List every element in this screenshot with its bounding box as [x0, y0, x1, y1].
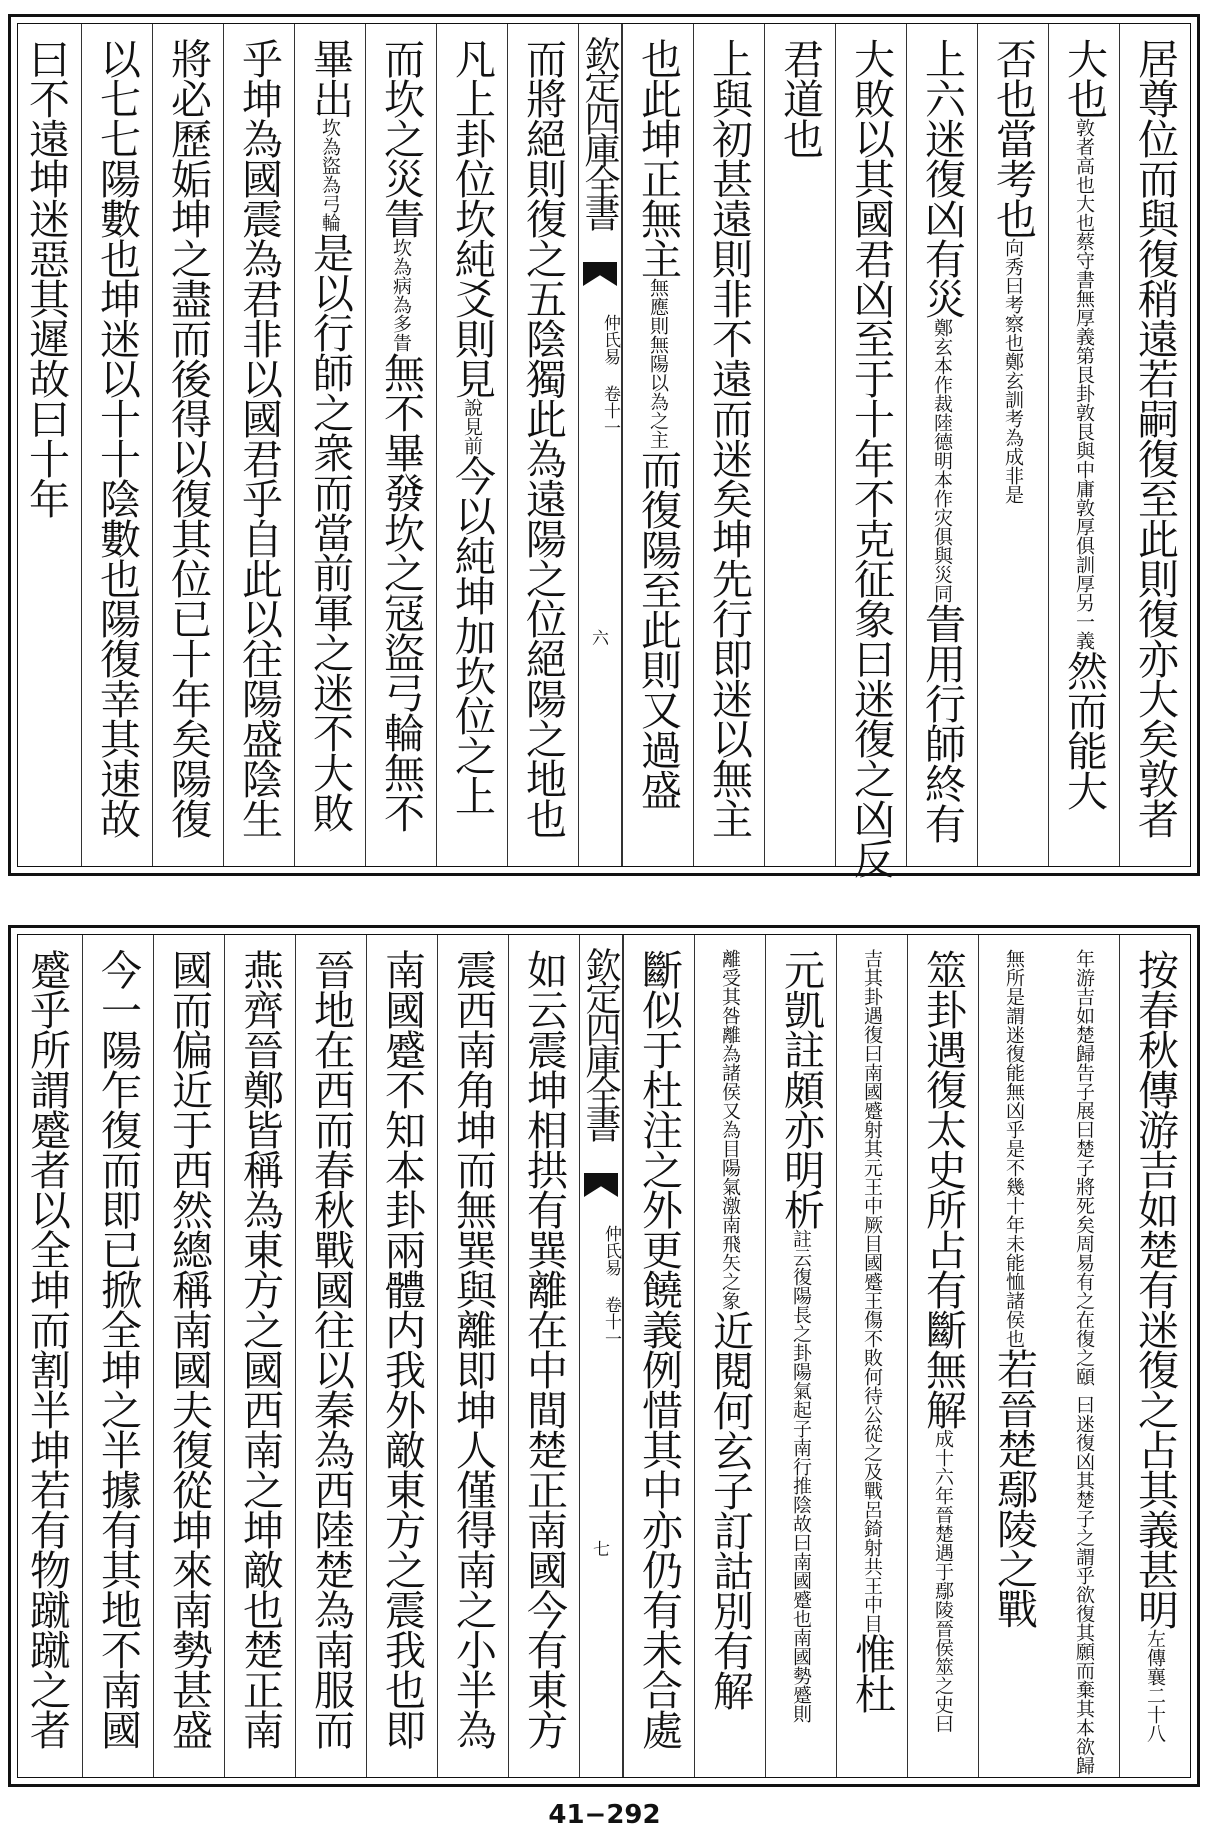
- text-column: [622, 24, 693, 866]
- folio-number: 六: [588, 629, 608, 646]
- main-text-continued: 若晉楚鄢陵之戰: [990, 1348, 1038, 1628]
- text-column: [294, 24, 365, 866]
- annotation-text: 成十六年晉楚遇于鄢陵晉侯筮之史曰: [932, 1429, 954, 1733]
- main-text: 南國蹙不知本卦兩體内我外敵東方之震我也即: [378, 949, 426, 1749]
- center-fold: [579, 935, 623, 1777]
- main-text: 凡上卦位坎純爻則見: [448, 38, 496, 398]
- main-text-continued: 近閱何玄子訂詁別有解: [706, 1310, 754, 1710]
- page-number: 41−292: [548, 1800, 661, 1830]
- text-column: [436, 24, 507, 866]
- main-text: 上六迷復凶有災: [918, 38, 966, 318]
- bottom-page-columns: [17, 934, 1191, 1778]
- text-column: [153, 935, 224, 1777]
- text-column: [1119, 24, 1190, 866]
- text-column: [507, 24, 578, 866]
- text-column: [1048, 24, 1119, 866]
- main-text: 大也: [1060, 38, 1108, 118]
- main-text-continued: 今以純坤加坎位之上: [448, 455, 496, 815]
- main-text: 而坎之災眚: [377, 38, 425, 238]
- text-column: [152, 24, 223, 866]
- top-page-columns: [17, 23, 1191, 878]
- main-text-continued: 然而能大: [1060, 650, 1108, 810]
- main-text: 也此坤正無主: [634, 38, 682, 278]
- main-text: 上與初甚遠則非不遠而迷矣坤先行即迷以無主: [705, 38, 753, 838]
- annotation-text: 坎為病為多眚: [390, 238, 412, 352]
- text-column: [765, 935, 836, 1777]
- top-page: [8, 14, 1200, 876]
- main-text: 否也當考也: [989, 38, 1037, 238]
- main-text: 居尊位而與復稍遠若嗣復至此則復亦大矣敦者: [1131, 38, 1179, 838]
- annotation-text: 說見前: [461, 398, 483, 455]
- text-column: [11, 24, 81, 866]
- collection-title: 欽定四庫全書: [580, 947, 621, 1139]
- text-column: [437, 935, 508, 1777]
- text-column: [1119, 935, 1190, 1777]
- main-text: 斷似于杜注之外更饒義例惜其中亦仍有未合處: [635, 949, 683, 1749]
- text-column: [693, 24, 764, 866]
- annotation-text: 鄭玄本作裁陸德明本作灾俱與災同: [931, 318, 953, 603]
- text-column: [508, 935, 579, 1777]
- fishtail-marker: [583, 262, 617, 286]
- annotation-text: 敦者高也大也蔡守書無厚義第艮卦敦艮與中庸敦厚俱訓厚另一義: [1073, 118, 1095, 650]
- text-column: [977, 24, 1048, 866]
- main-text-continued: 眚用行師終有: [918, 603, 966, 843]
- annotation-text: 離受其咎離為諸侯又為目陽氣激南飛矢之象: [719, 949, 741, 1310]
- text-column: [224, 935, 295, 1777]
- annotation-text: 吉其卦遇復曰南國蹙射其元王中厥目國蹙王傷不敗何待公從之及戰呂錡射共王中目: [861, 949, 883, 1633]
- text-column: [694, 935, 765, 1777]
- folio-number: 七: [589, 1540, 609, 1557]
- main-text: 將必歷姤坤之盡而後得以復其位已十年矣陽復: [164, 38, 212, 838]
- main-text: 國而偏近于西然總稱南國夫復從坤來南勢甚盛: [165, 949, 213, 1749]
- main-text: 元凱註頗亦明析: [777, 949, 825, 1229]
- text-column: [223, 24, 294, 866]
- text-column: [365, 24, 436, 866]
- text-column: [12, 935, 82, 1777]
- fishtail-marker: [584, 1173, 618, 1197]
- volume-label: 卷十一: [600, 385, 620, 436]
- annotation-text: 向秀曰考察也鄭玄訓考為成非是: [1002, 238, 1024, 504]
- annotation-text: 無應則無陽以為之主: [647, 278, 669, 449]
- main-text-continued: 惟杜: [848, 1633, 896, 1713]
- book-title: 仲氏易: [601, 1225, 621, 1276]
- main-text: 君道也: [776, 38, 824, 158]
- annotation-text: 註云復陽長之卦陽氣起子南行推陰故曰南國蹙也南國勢蹙則: [790, 1229, 812, 1723]
- book-volume-label: [601, 314, 619, 436]
- main-text-continued: 是以行師之衆而當前軍之迷不大敗: [306, 232, 354, 832]
- text-column: [81, 24, 152, 866]
- book-volume-label: [602, 1225, 620, 1347]
- text-column: [295, 935, 366, 1777]
- main-text: 晉地在西而春秋戰國往以秦為西陸楚為南服而: [307, 949, 355, 1749]
- annotation-text: 曰迷復凶其楚子之謂乎欲復其願而棄其本欲歸無所是謂迷復能無凶乎是不幾十年未能恤諸侯也: [1003, 949, 1095, 1775]
- text-column: [906, 24, 977, 866]
- main-text-continued: 而復陽至此則又過盛: [634, 449, 682, 809]
- text-column: [836, 935, 907, 1777]
- main-text: 以七七陽數也坤迷以十十陰數也陽復幸其速故: [93, 38, 141, 838]
- main-text: 按春秋傳游吉如楚有迷復之占其義甚明: [1131, 949, 1179, 1629]
- text-column: [82, 935, 153, 1777]
- text-column: [764, 24, 835, 866]
- text-column: [835, 24, 906, 878]
- main-text: 蹙乎所謂蹙者以全坤而割半坤若有物蹴蹴之者: [23, 949, 71, 1749]
- main-text: 今一陽乍復而即已掀全坤之半據有其地不南國: [94, 949, 142, 1749]
- annotation-text: 年游吉如楚歸告子展曰楚子將死矣周易有之在復之頤: [1073, 949, 1095, 1386]
- annotation-text: 左傳襄二十八: [1144, 1629, 1166, 1743]
- text-column: [623, 935, 694, 1777]
- main-text-continued: 無不畢發坎之冦盜弓輪無不: [377, 352, 425, 832]
- hexagram-icon: [1082, 1386, 1108, 1395]
- main-text: 曰不遠坤迷惡其遲故曰十年: [22, 38, 70, 518]
- text-column: [978, 935, 1119, 1777]
- book-title: 仲氏易: [600, 314, 620, 365]
- text-column: [366, 935, 437, 1777]
- main-text: 而將絕則復之五陰獨此為遠陽之位絕陽之地也: [519, 38, 567, 838]
- text-column: [907, 935, 978, 1777]
- collection-title: 欽定四庫全書: [579, 36, 620, 228]
- main-text: 乎坤為國震為君非以國君乎自此以往陽盛陰生: [235, 38, 283, 838]
- bottom-page: [8, 925, 1200, 1787]
- main-text: 大敗以其國君凶至于十年不克征象曰迷復之凶反: [847, 38, 895, 878]
- main-text: 筮卦遇復太史所占有斷無解: [919, 949, 967, 1429]
- annotation-text: 坎為盜為弓輪: [319, 118, 341, 232]
- main-text: 如云震坤相拱有巽離在中間楚正南國今有東方: [520, 949, 568, 1749]
- center-fold: [578, 24, 622, 866]
- main-text: 畢出: [306, 38, 354, 118]
- main-text: 燕齊晉鄭皆稱為東方之國西南之坤敵也楚正南: [236, 949, 284, 1749]
- volume-label: 卷十一: [601, 1296, 621, 1347]
- main-text: 震西南角坤而無巽與離即坤人僅得南之小半為: [449, 949, 497, 1749]
